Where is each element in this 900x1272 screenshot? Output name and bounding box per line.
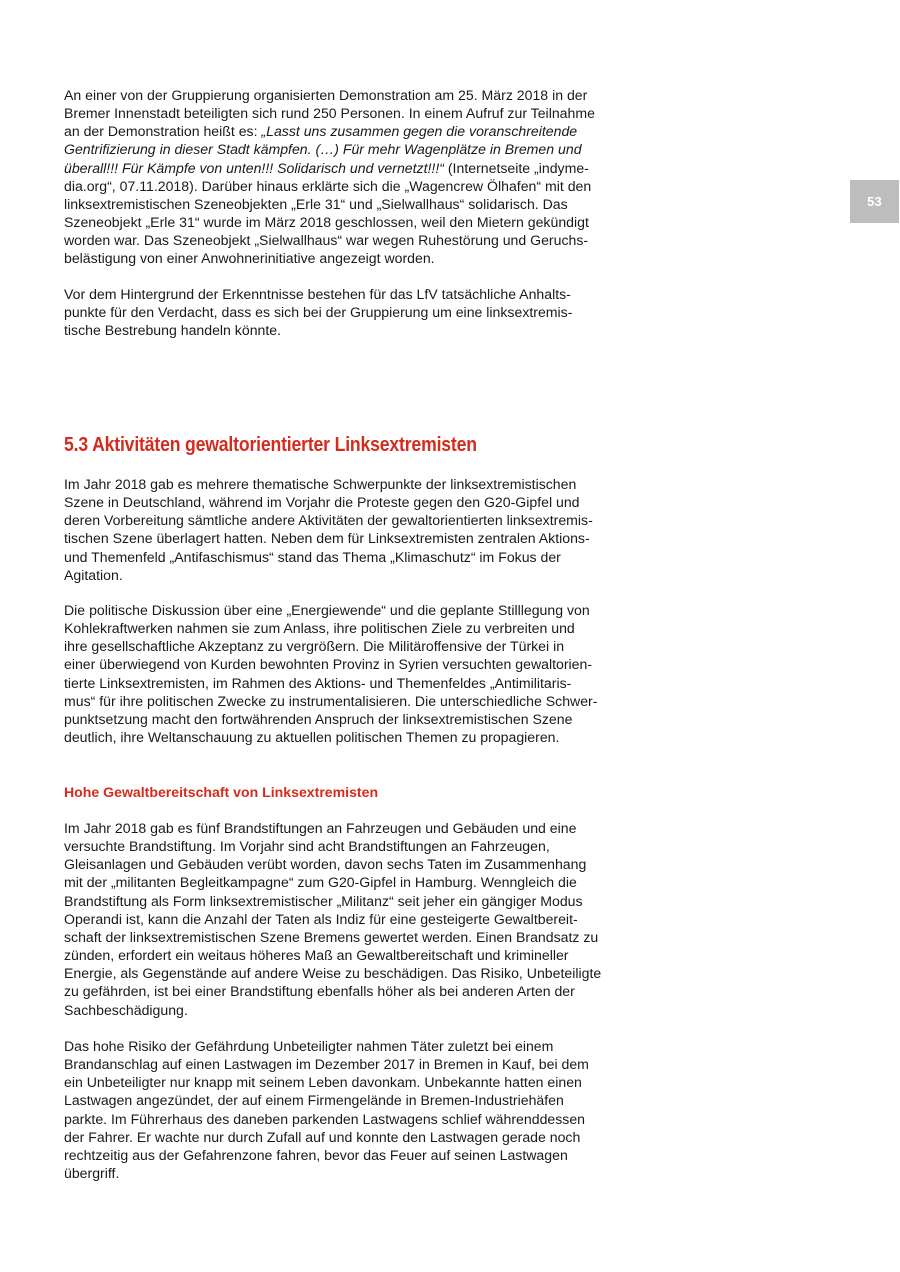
text-line: punkte für den Verdacht, dass es sich bei der Gruppierung um eine linksextremis-	[64, 304, 573, 321]
text-line: Energie, als Gegenstände auf andere Weise zu beschädigen. Das Risiko, Unbeteiligte	[64, 965, 602, 982]
paragraph-thematic-focus	[64, 475, 624, 584]
section-heading: 5.3 Aktivitäten gewaltorientierter Linksextremisten	[64, 433, 477, 456]
page-number: 53	[867, 194, 882, 209]
page-number-tab	[850, 180, 899, 223]
text-segment: an der Demonstration heißt es:	[64, 123, 262, 140]
text-line: schaft der linksextremistischen Szene Bremens gewertet werden. Einen Brandsatz zu	[64, 928, 599, 945]
text-line: ihre gesellschaftliche Akzeptanz zu vergrößern. Die Militäroffensive der Türkei in	[64, 638, 565, 655]
text-line: zu gefährden, ist bei einer Brandstiftung ebenfalls höher als bei anderen Arten der	[64, 983, 575, 1000]
quote-segment: überall!!! Für Kämpfe von unten!!! Solidarisch und vernetzt!!!“	[64, 159, 444, 176]
text-line: Bremer Innenstadt beteiligten sich rund 250 Personen. In einem Aufruf zur Teilnahme	[64, 105, 595, 122]
text-line: Brandanschlag auf einen Lastwagen im Dezember 2017 in Bremen in Kauf, bei dem	[64, 1056, 589, 1073]
text-line: versuchte Brandstiftung. Im Vorjahr sind acht Brandstiftungen an Fahrzeugen,	[64, 838, 550, 855]
text-line: der Fahrer. Er wachte nur durch Zufall auf und konnte den Lastwagen gerade noch	[64, 1128, 581, 1145]
text-line: übergriff.	[64, 1165, 120, 1182]
text-line: Vor dem Hintergrund der Erkenntnisse bestehen für das LfV tatsächliche Anhalts-	[64, 286, 571, 302]
text-segment: (Internetseite „indyme-	[443, 159, 589, 176]
text-line: Agitation.	[64, 566, 123, 583]
text-line: Das hohe Risiko der Gefährdung Unbeteiligter nahmen Täter zuletzt bei einem	[64, 1038, 554, 1054]
text-line: mus“ für ihre politischen Zwecke zu instrumentalisieren. Die unterschiedliche Schwer-	[64, 692, 598, 709]
text-line: einer überwiegend von Kurden bewohnten Provinz in Syrien versuchten gewaltorien-	[64, 656, 593, 673]
text-line: tierte Linksextremisten, im Rahmen des Aktions- und Themenfeldes „Antimilitaris-	[64, 674, 572, 691]
text-line: Szeneobjekt „Erle 31“ wurde im März 2018 geschlossen, weil den Mietern gekündigt	[64, 214, 589, 231]
text-line	[64, 159, 624, 177]
text-line: tischen Szene überlagert hatten. Neben dem für Linksextremisten zentralen Aktions-	[64, 530, 590, 547]
paragraph-arson-statistics	[64, 819, 624, 1019]
text-line: Lastwagen angezündet, der auf einem Firmengelände in Bremen-Industriehäfen	[64, 1092, 564, 1109]
paragraph-political-discussion	[64, 601, 624, 746]
text-line: parkte. Im Führerhaus des daneben parkenden Lastwagens schlief währenddessen	[64, 1110, 586, 1127]
text-line: ein Unbeteiligter nur knapp mit seinem Leben davonkam. Unbekannte hatten einen	[64, 1074, 582, 1091]
text-line	[64, 122, 624, 140]
paragraph-truck-arson	[64, 1037, 624, 1182]
text-line: punktsetzung macht den fortwährenden Anspruch der linksextremistischen Szene	[64, 710, 573, 727]
text-line: rechtzeitig aus der Gefahrenzone fahren, bevor das Feuer auf seinen Lastwagen	[64, 1146, 568, 1163]
text-line: worden war. Das Szeneobjekt „Sielwallhaus“ war wegen Ruhestörung und Geruchs-	[64, 232, 589, 249]
text-line: An einer von der Gruppierung organisierten Demonstration am 25. März 2018 in der	[64, 87, 588, 103]
text-line: Brandstiftung als Form linksextremistischer „Militanz“ seit jeher ein gängiger Modus	[64, 892, 583, 909]
text-line: Im Jahr 2018 gab es mehrere thematische Schwerpunkte der linksextremistischen	[64, 476, 577, 492]
text-line: Operandi ist, kann die Anzahl der Taten als Indiz für eine gesteigerte Gewaltbereit-	[64, 910, 578, 927]
text-line: Die politische Diskussion über eine „Energiewende“ und die geplante Stilllegung von	[64, 602, 590, 618]
subsection-heading: Hohe Gewaltbereitschaft von Linksextremisten	[64, 784, 379, 800]
quote-segment: „Lasst uns zusammen gegen die voranschreitende	[261, 123, 578, 140]
text-line: linksextremistischen Szeneobjekten „Erle 31“ und „Sielwallhaus“ solidarisch. Das	[64, 195, 568, 212]
paragraph-demonstration	[64, 86, 624, 268]
text-line: und Themenfeld „Antifaschismus“ stand das Thema „Klimaschutz“ im Fokus der	[64, 548, 561, 565]
quote-segment: Gentrifizierung in dieser Stadt kämpfen. (…) Für mehr Wagenplätze in Bremen und	[64, 141, 582, 158]
text-line: deren Vorbereitung sämtliche andere Aktivitäten der gewaltorientierten linksextremis-	[64, 512, 593, 529]
text-line: Sachbeschädigung.	[64, 1001, 188, 1018]
text-line: mit der „militanten Begleitkampagne“ zum G20-Gipfel in Hamburg. Wenngleich die	[64, 874, 577, 891]
text-line	[64, 140, 624, 158]
paragraph-assessment	[64, 285, 624, 339]
text-line: Im Jahr 2018 gab es fünf Brandstiftungen an Fahrzeugen und Gebäuden und eine	[64, 820, 577, 836]
text-line: Kohlekraftwerken nahmen sie zum Anlass, ihre politischen Ziele zu verbreiten und	[64, 620, 575, 637]
text-line: dia.org“, 07.11.2018). Darüber hinaus erklärte sich die „Wagencrew Ölhafen“ mit den	[64, 177, 592, 194]
text-line: Szene in Deutschland, während im Vorjahr die Proteste gegen den G20-Gipfel und	[64, 494, 580, 511]
text-line: tische Bestrebung handeln könnte.	[64, 322, 282, 339]
text-line: Gleisanlagen und Gebäuden verübt worden, davon sechs Taten im Zusammenhang	[64, 856, 587, 873]
text-line: zünden, erfordert ein weitaus höheres Maß an Gewaltbereitschaft und krimineller	[64, 947, 569, 964]
text-line: deutlich, ihre Weltanschauung zu aktuellen politischen Themen zu propagieren.	[64, 729, 560, 746]
text-line: belästigung von einer Anwohnerinitiative angezeigt worden.	[64, 250, 435, 267]
